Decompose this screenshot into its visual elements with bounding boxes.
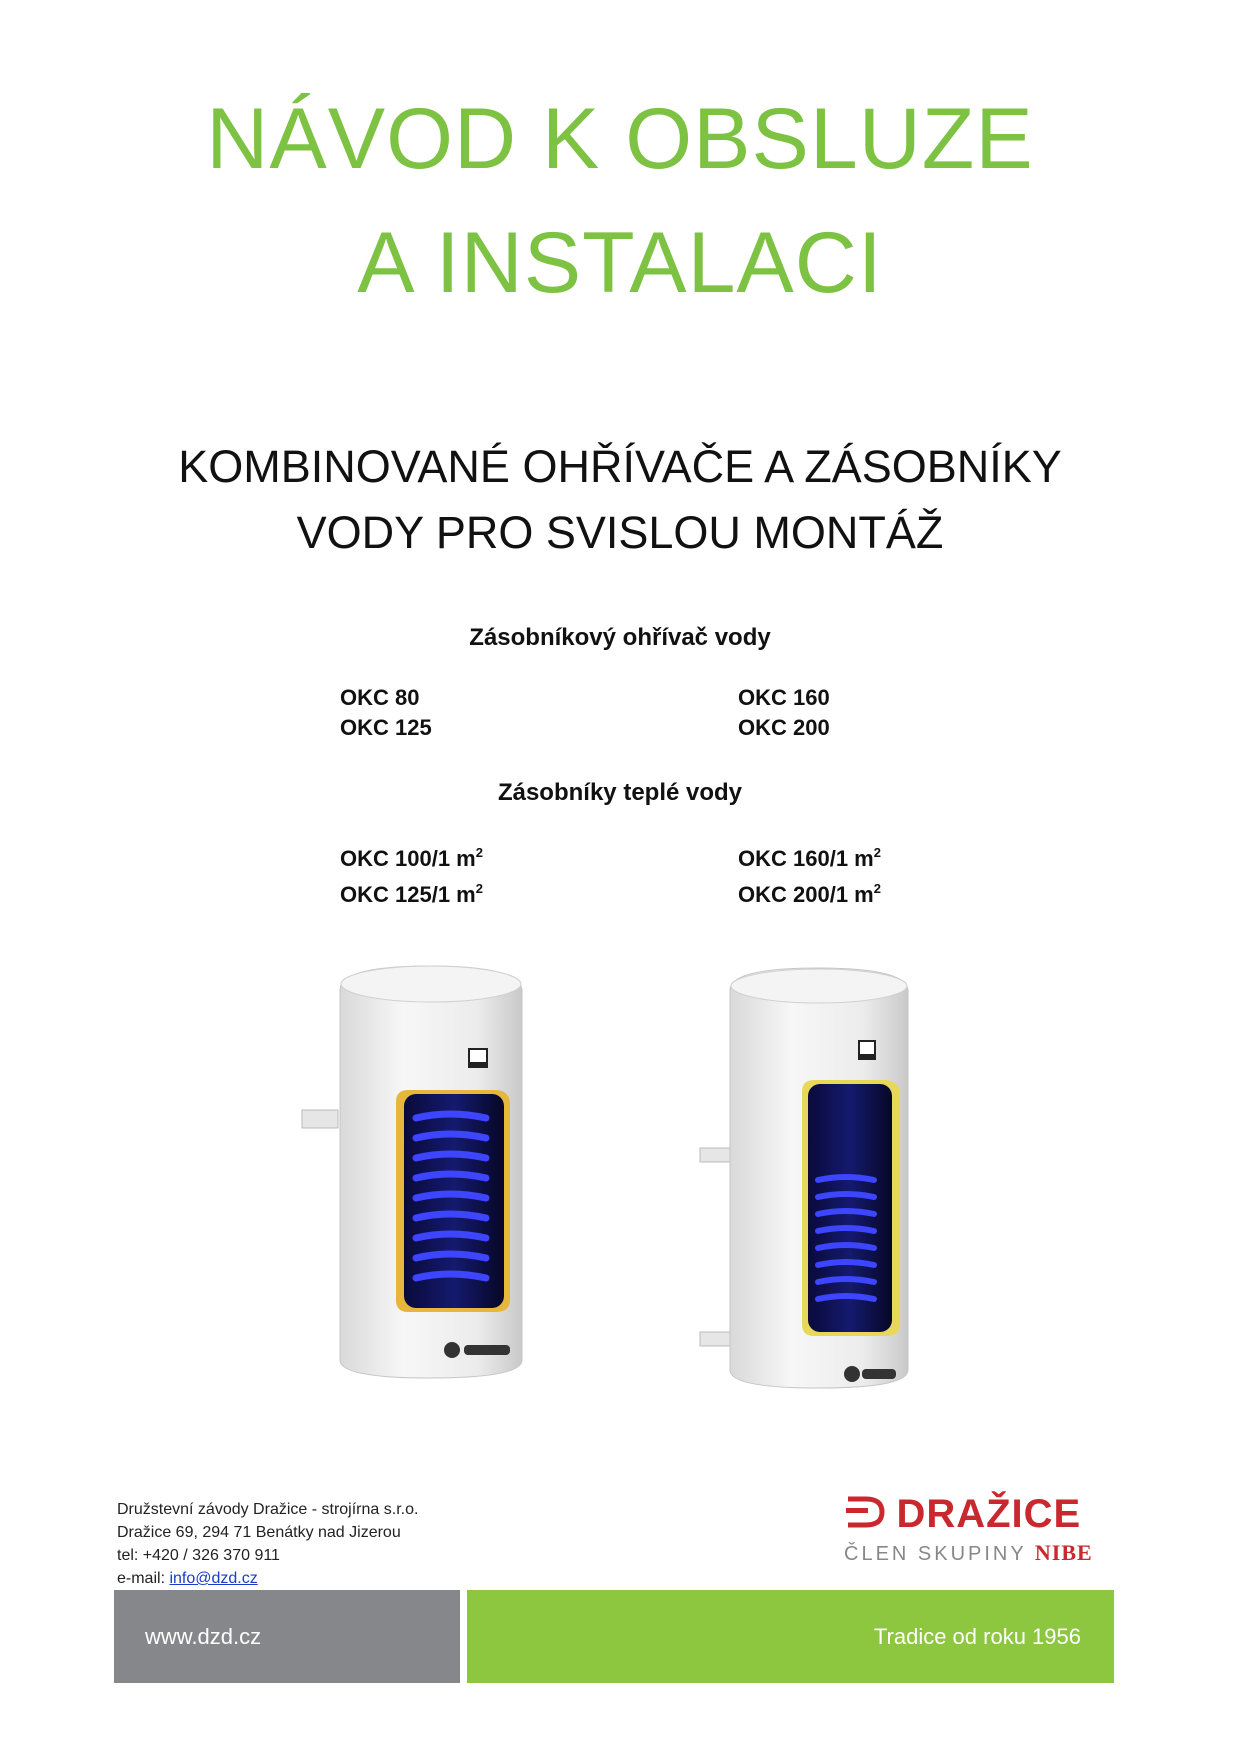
company-name: Družstevní závody Dražice - strojírna s.r.o. <box>117 1501 419 1518</box>
model-item: OKC 80 <box>340 685 420 710</box>
company-email-line: e-mail: info@dzd.cz <box>117 1570 258 1587</box>
brand-name: DRAŽICE <box>896 1492 1082 1536</box>
brand-subtitle: ČLEN SKUPINY NIBE <box>844 1540 1093 1565</box>
section-heading-heaters: Zásobníkový ohřívač vody <box>469 624 771 651</box>
model-list-right-2 <box>738 838 881 910</box>
model-list-left-1 <box>340 683 432 743</box>
website-link[interactable]: www.dzd.cz <box>145 1624 262 1649</box>
subtitle-line-2: VODY PRO SVISLOU MONTÁŽ <box>296 507 944 558</box>
title-line-2: A INSTALACI <box>357 215 883 311</box>
model-item: OKC 160 <box>738 685 830 710</box>
model-item: OKC 125 <box>340 715 432 740</box>
email-link[interactable]: info@dzd.cz <box>169 1570 258 1587</box>
title-line-1: NÁVOD K OBSLUZE <box>206 91 1034 187</box>
water-heater-image-left <box>300 960 540 1400</box>
model-item: OKC 160/1 $m^2$ <box>738 845 881 871</box>
model-item: OKC 200/1 $m^2$ <box>738 881 881 907</box>
water-heater-image-right <box>696 960 926 1405</box>
drazice-logo <box>844 1494 1093 1566</box>
nibe-mark: NIBE <box>1034 1540 1093 1565</box>
model-list-right-1 <box>738 683 830 743</box>
model-list-left-2 <box>340 838 483 910</box>
subtitle-line-1: KOMBINOVANÉ OHŘÍVAČE A ZÁSOBNÍKY <box>178 441 1062 492</box>
website-bar <box>114 1590 460 1683</box>
drazice-logo-icon <box>844 1496 886 1533</box>
model-item: OKC 200 <box>738 715 830 740</box>
model-item: OKC 100/1 $m^2$ <box>340 845 483 871</box>
section-heading-tanks: Zásobníky teplé vody <box>497 779 743 806</box>
company-phone: tel: +420 / 326 370 911 <box>117 1547 280 1564</box>
company-address-block <box>117 1498 418 1590</box>
company-address: Dražice 69, 294 71 Benátky nad Jizerou <box>117 1524 401 1541</box>
tradition-text: Tradice od roku 1956 <box>873 1624 1081 1649</box>
model-item: OKC 125/1 $m^2$ <box>340 881 483 907</box>
tradition-bar <box>467 1590 1114 1683</box>
